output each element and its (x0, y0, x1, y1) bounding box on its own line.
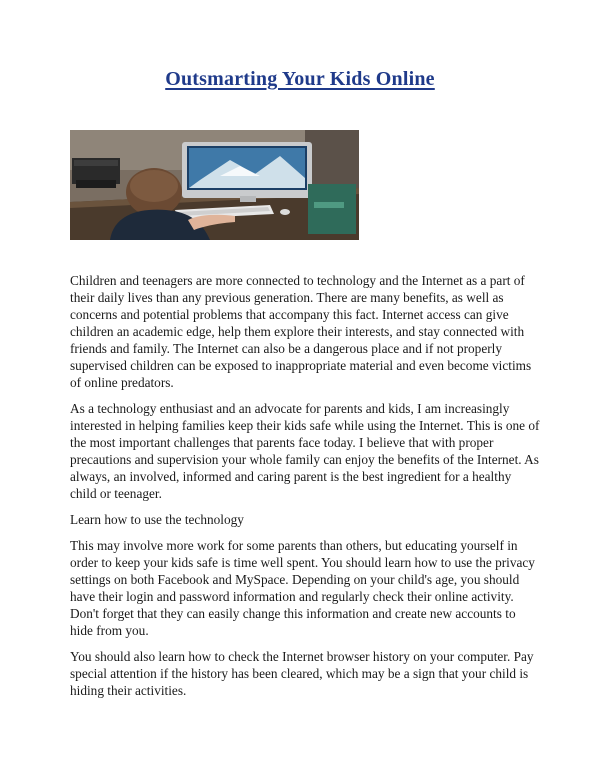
section-heading: Learn how to use the technology (70, 512, 244, 527)
page-title: Outsmarting Your Kids Online (165, 68, 435, 90)
paragraph: As a technology enthusiast and an advocate for parents and kids, I am increasingly interested in helping families keep their kids safe while using the Internet. This is one of the most important challenges that parents face today. I believe that with proper precautions and supervision your whole family can enjoy the benefits of the Internet. As always, an involved, informed and caring parent is the best ingredient for a healthy child or teenager. (70, 401, 540, 501)
paragraph: This may involve more work for some parents than others, but educating yourself in order to keep your kids safe is time well spent. You should learn how to use the privacy settings on both Facebook and MySpace. Depending on your child's age, you should have their login and password information and regularly check their online activity. Don't forget that they can easily change this information and create new accounts to hide from you. (70, 538, 535, 638)
child-at-computer-photo (70, 130, 359, 240)
paragraph: Children and teenagers are more connected to technology and the Internet as a part of their daily lives than any previous generation. There are many benefits, as well as concerns and potential problems that accompany this fact. Internet access can give children an academic edge, help them explore their interests, and stay connected with friends and family. The Internet can also be a dangerous place and if not properly supervised children can be exposed to inappropriate material and even become victims of online predators. (70, 273, 532, 390)
paragraph: You should also learn how to check the Internet browser history on your computer. Pay special attention if the history has been cleared, which may be a sign that your child is hiding their activities. (70, 649, 534, 698)
article-body (70, 272, 540, 708)
